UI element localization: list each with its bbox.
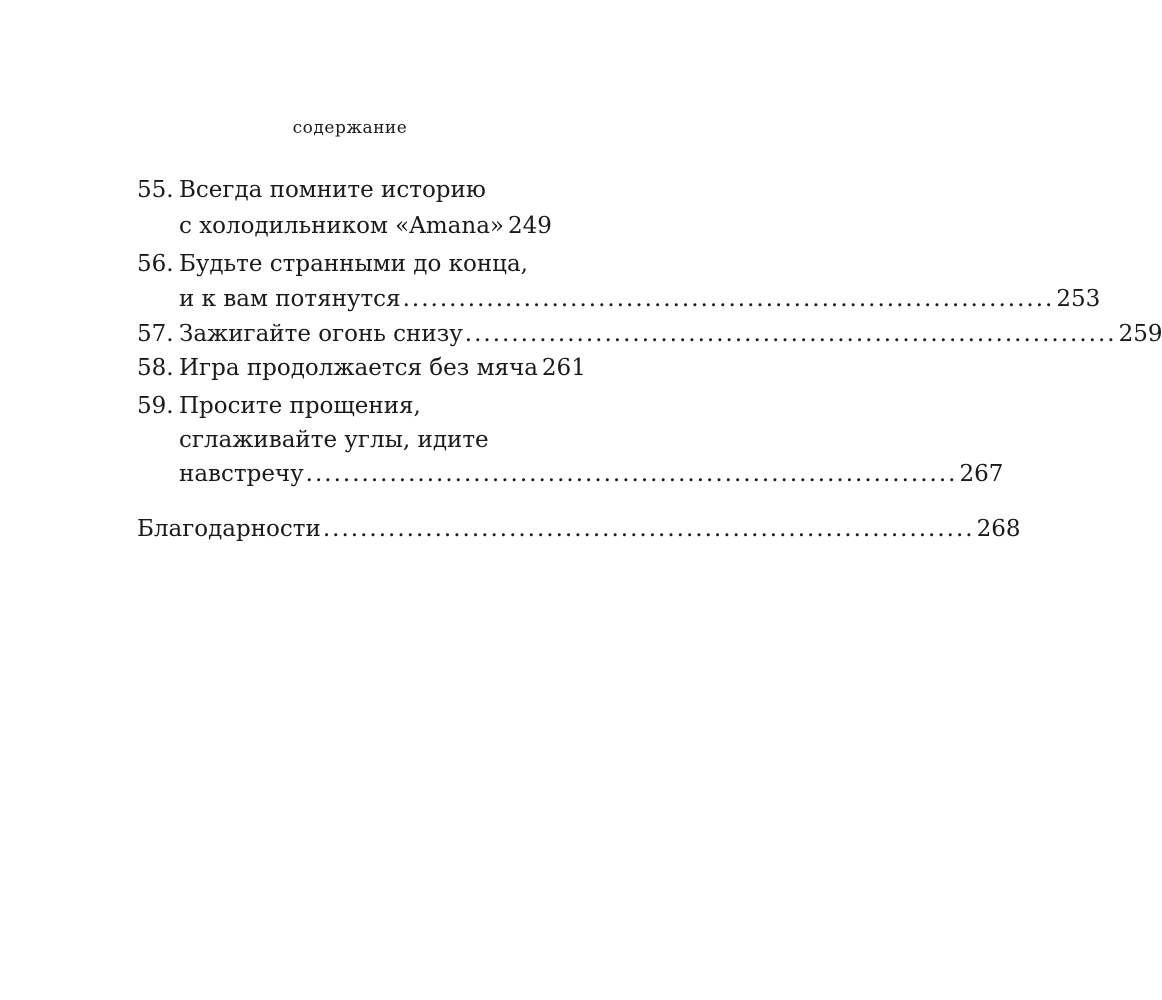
toc-entry-59-continuation-2[interactable] <box>137 458 1004 490</box>
leader-line <box>179 283 1101 315</box>
entry-title-line: с холодильником «Amana» <box>179 213 504 239</box>
entry-title-line: Будьте странными до конца, <box>179 251 528 277</box>
leader-dots: ...................................................................... <box>464 321 1117 347</box>
entry-number: 58. <box>137 355 174 381</box>
page-number: 249 <box>507 213 552 239</box>
toc-entry-59[interactable] <box>137 390 533 422</box>
entry-title-line: Игра продолжается без мяча <box>179 355 538 381</box>
leader-dots: ...................................................................... <box>322 516 975 542</box>
entry-title-line: Всегда помните историю <box>179 177 486 203</box>
leader-line <box>179 210 552 242</box>
page-number: 259 <box>1118 321 1162 347</box>
toc-entry-56-continuation[interactable] <box>137 283 1101 315</box>
page-number: 261 <box>541 355 586 381</box>
toc-entry-55[interactable] <box>137 174 533 206</box>
leader-line <box>179 318 1162 350</box>
leader-line <box>179 352 586 384</box>
page-title: содержание <box>292 118 408 138</box>
entry-title-line: навстречу <box>179 461 304 487</box>
entry-number: 56. <box>137 251 174 277</box>
toc-entry-acknowledgements[interactable] <box>137 513 1021 545</box>
toc-entry-57[interactable] <box>137 318 1162 350</box>
leader-dots: ...................................................................... <box>305 461 958 487</box>
entry-title-line: Зажигайте огонь снизу <box>179 321 463 347</box>
leader-dots: ...................................................................... <box>402 286 1055 312</box>
page-number: 268 <box>976 516 1021 542</box>
toc-entry-55-continuation[interactable] <box>137 210 552 242</box>
toc-entry-58[interactable] <box>137 352 586 384</box>
entry-title-line: Просите прощения, <box>179 393 421 419</box>
entry-number: 57. <box>137 321 174 347</box>
entry-number: 59. <box>137 393 174 419</box>
entry-title-line: Благодарности <box>137 516 321 542</box>
entry-title-line: и к вам потянутся <box>179 286 401 312</box>
page-number: 253 <box>1056 286 1101 312</box>
entry-title-line: сглаживайте углы, идите <box>179 427 489 453</box>
leader-line <box>137 513 1021 545</box>
page-number: 267 <box>959 461 1004 487</box>
toc-entry-56[interactable] <box>137 248 533 280</box>
entry-number: 55. <box>137 177 174 203</box>
leader-line <box>179 458 1004 490</box>
toc-entry-59-continuation-1[interactable] <box>137 424 533 456</box>
